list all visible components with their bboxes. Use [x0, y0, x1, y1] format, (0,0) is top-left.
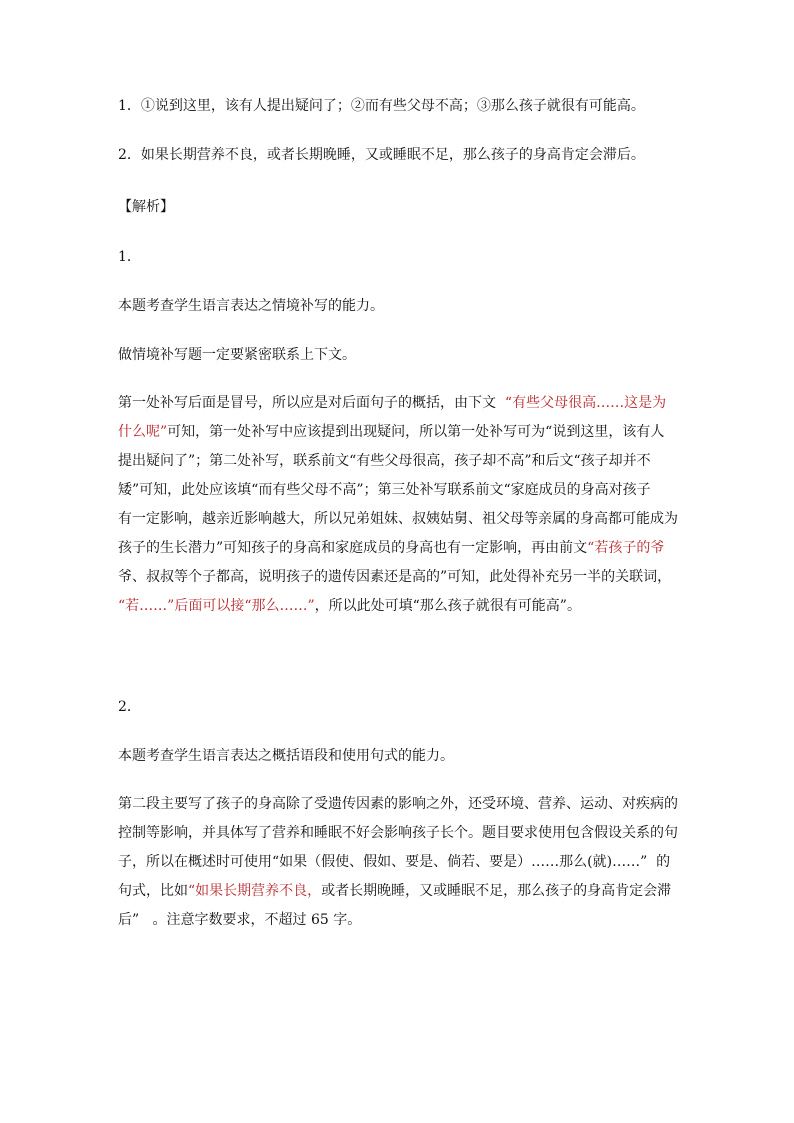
- q1-intro: [118, 292, 678, 321]
- q2-line-4: [118, 877, 678, 906]
- q1-line-4: 矮”可知，此处应该填“而有些父母不高”；第三处补写联系前文“家庭成员的身高对孩子: [118, 482, 651, 498]
- answer-2-text: 2．如果长期营养不良，或者长期晚睡，又或睡眠不足，那么孩子的身高肯定会滞后。: [118, 147, 645, 163]
- q1-tip-text: 做情境补写题一定要紧密联系上下文。: [118, 347, 356, 363]
- q2-line-5-text: 。注意字数要求，不超过 65 字。: [152, 912, 362, 928]
- q2-intro-text: 本题考查学生语言表达之概括语段和使用句式的能力。: [118, 748, 454, 764]
- q2-line-3-text: 子，所以在概述时可使用“如果（假使、假如、要是、倘若、要是）……那么(就)……”: [118, 854, 648, 870]
- q1-intro-text: 本题考查学生语言表达之情境补写的能力。: [118, 298, 384, 314]
- q2-line-5-start: 后”: [118, 912, 140, 928]
- q2-number: [118, 693, 678, 722]
- analysis-heading: [118, 193, 678, 222]
- q2-line-4-rest: 或者长期晚睡，又或睡眠不足，那么孩子的身高肯定会滞: [321, 883, 672, 899]
- analysis-heading-text: 【解析】: [118, 199, 174, 215]
- q1-quote-1: “有些父母很高……这是为: [504, 395, 667, 411]
- q2-number-text: 2．: [118, 699, 141, 715]
- answer-2: [118, 141, 678, 170]
- q2-line-1: 第二段主要写了孩子的身高除了受遗传因素的影响之外，还受环境、营养、运动、对疾病的: [118, 796, 678, 812]
- q2-line-3-end: 的: [656, 854, 671, 870]
- q1-number: [118, 243, 678, 272]
- q1-line-6-text: 孩子的生长潜力”可知孩子的身高和家庭成员的身高也有一定影响，再由前文: [118, 540, 588, 556]
- q1-line-7: 爷、叔叔等个子都高，说明孩子的遗传因素还是高的”可知，此处得补充另一半的关联词，: [118, 569, 672, 585]
- q1-explanation: [118, 389, 678, 621]
- answer-1-text: 1．①说到这里，该有人提出疑问了；②而有些父母不高；③那么孩子就很有可能高。: [118, 98, 645, 114]
- q1-line-2-text: 可知，第一处补写中应该提到出现疑问，所以第一处补写可为“说到这里，该有人: [167, 424, 665, 440]
- q1-quote-2: “若孩子的爷: [587, 540, 665, 556]
- q2-line-2: 控制等影响，并具体写了营养和睡眠不好会影响孩子长个。题目要求使用包含假设关系的句: [118, 825, 678, 841]
- q2-line-4-text: 句式，比如: [118, 883, 188, 899]
- q1-line-8: [118, 592, 678, 621]
- q2-line-5: [118, 906, 678, 935]
- q1-quote-1-end: 什么呢”: [118, 424, 168, 440]
- q1-tip: [118, 341, 678, 370]
- q1-line-2: [118, 418, 678, 447]
- q1-line-6: [118, 534, 678, 563]
- q2-quote-1: “如果长期营养不良，: [188, 883, 322, 899]
- q1-line-1: [118, 389, 678, 418]
- q1-line-1-text: 第一处补写后面是冒号，所以应是对后面句子的概括，由下文: [118, 395, 496, 411]
- q2-intro: [118, 742, 678, 771]
- q2-explanation: [118, 790, 678, 935]
- q2-line-3: [118, 848, 678, 877]
- q1-number-text: 1．: [118, 249, 141, 265]
- q1-line-3: 提出疑问了”；第二处补写，联系前文“有些父母很高，孩子却不高”和后文“孩子却并不: [118, 453, 651, 469]
- q1-line-5: 有一定影响，越亲近影响越大，所以兄弟姐妹、叔姨姑舅、祖父母等亲属的身高都可能成为: [118, 511, 678, 527]
- answer-1: [118, 92, 678, 121]
- q1-quote-3: “若……”后面可以接“那么……”: [118, 598, 315, 614]
- q1-line-8-text: ，所以此处可填“那么孩子就很有可能高”。: [314, 598, 581, 614]
